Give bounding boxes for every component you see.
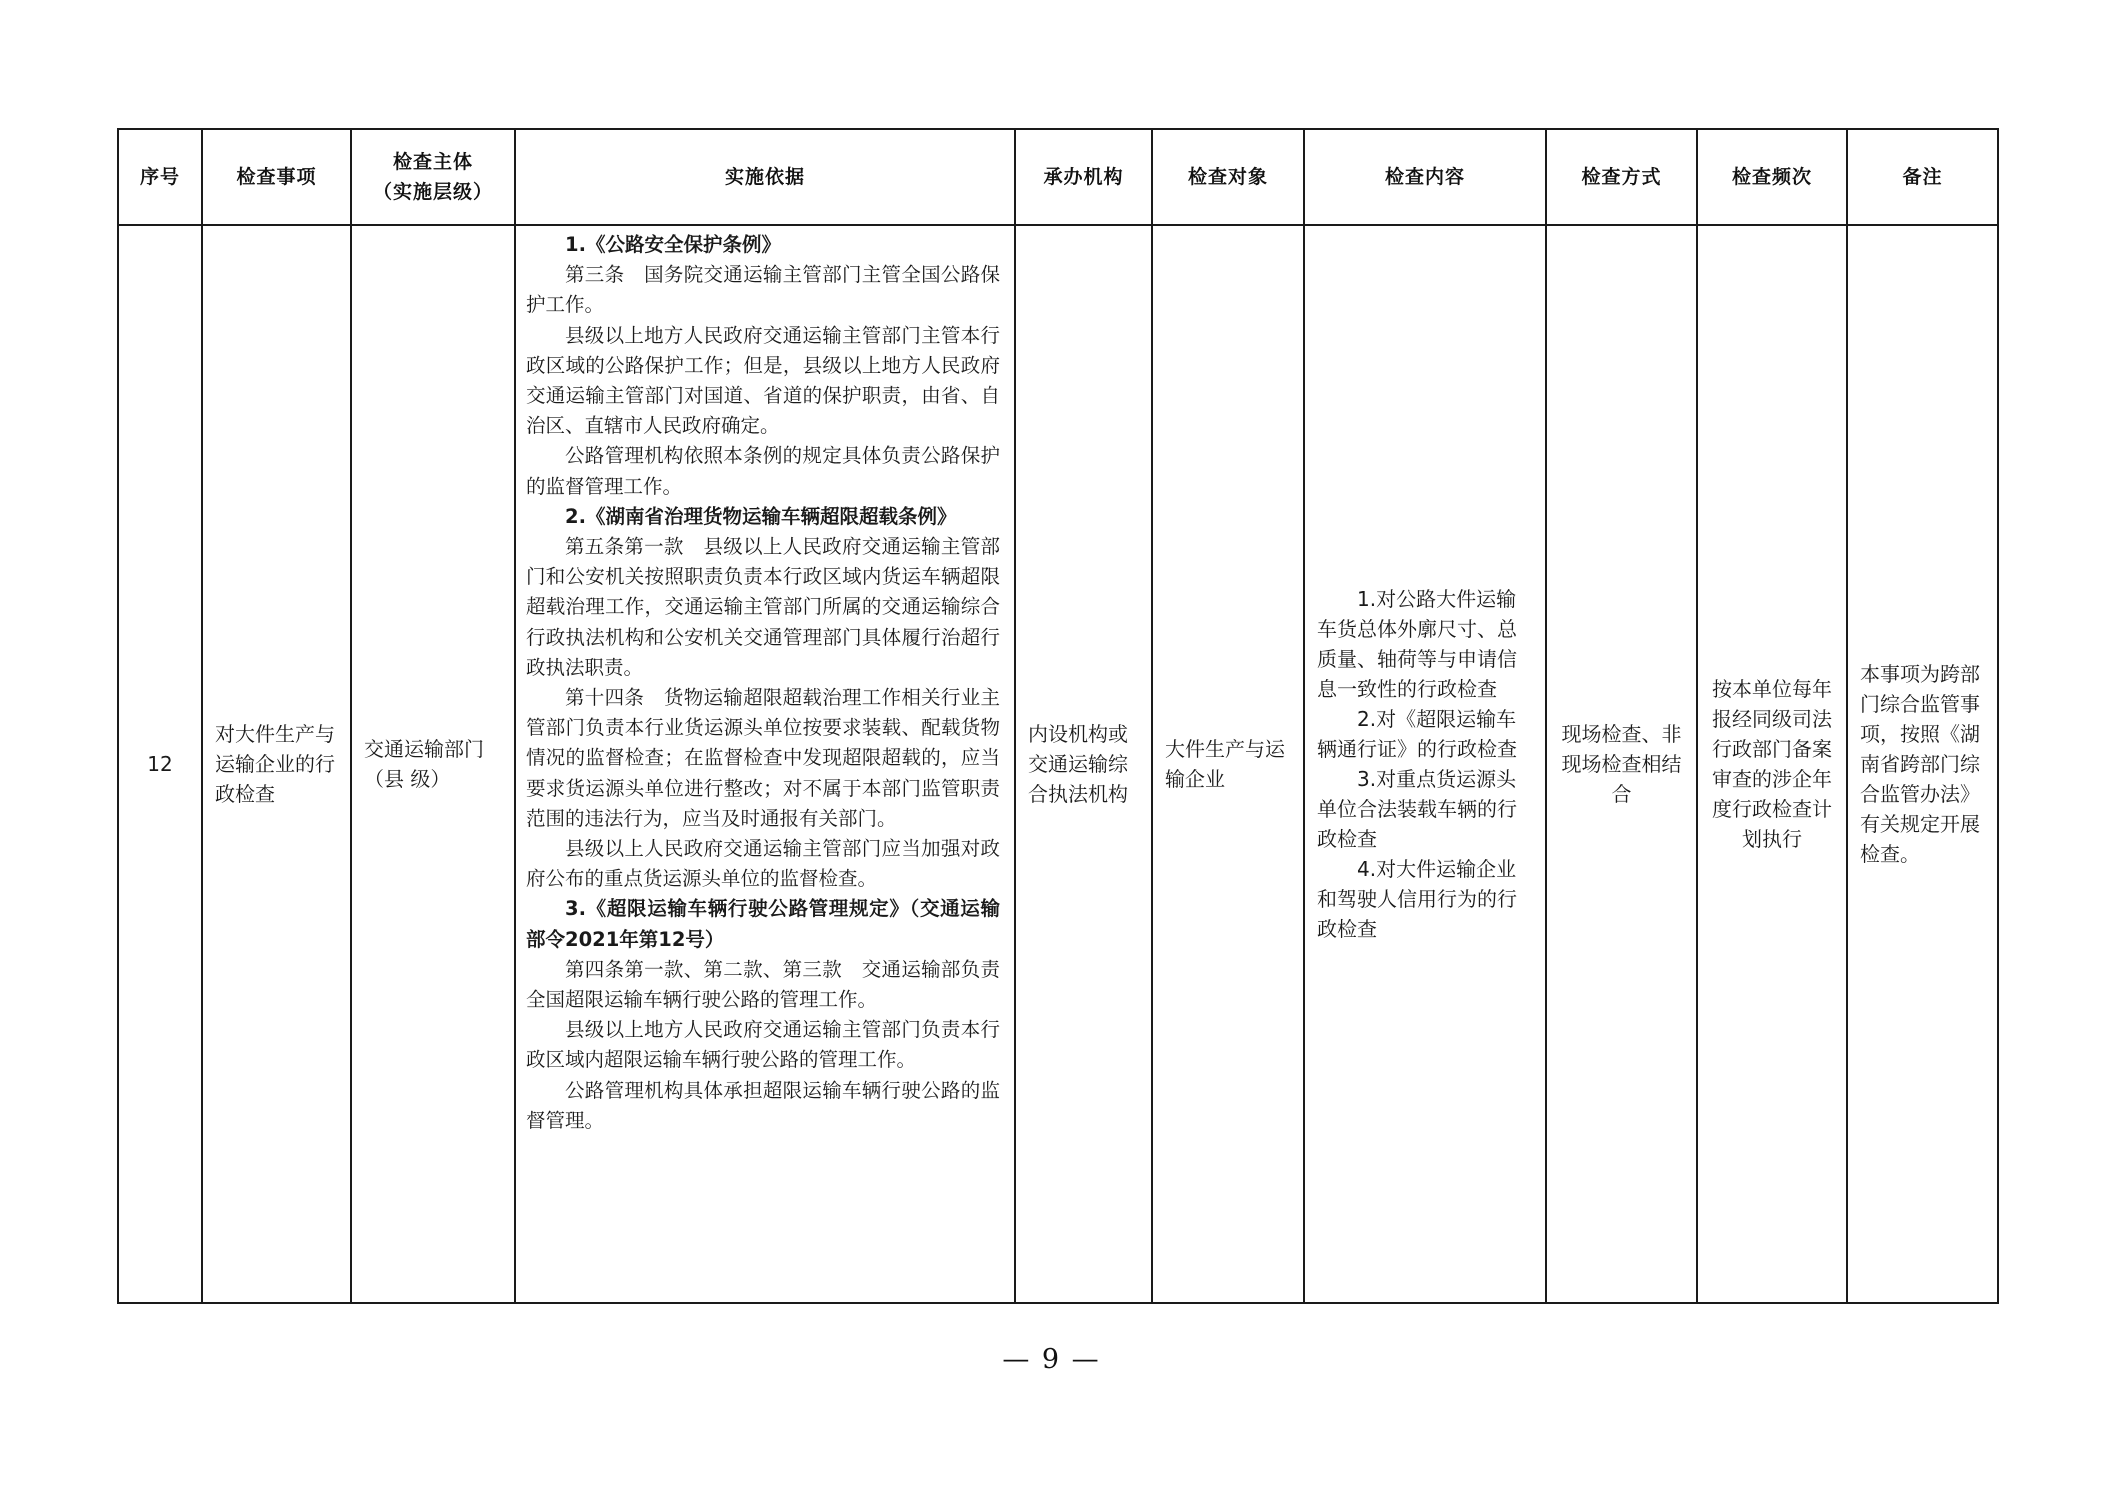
basis-paragraph: 县级以上人民政府交通运输主管部门应当加强对政府公布的重点货运源头单位的监督检查。 <box>526 837 1000 891</box>
header-method: 检查方式 <box>1546 129 1697 225</box>
header-subject-line1: 检查主体 <box>392 151 473 173</box>
cell-subject: 交通运输部门（县 级） <box>351 225 515 1303</box>
header-item: 检查事项 <box>202 129 351 225</box>
page-number: — 9 — <box>1002 1344 1101 1375</box>
header-remark: 备注 <box>1847 129 1998 225</box>
cell-content <box>1304 225 1546 1303</box>
basis-paragraph: 1.《公路安全保护条例》 <box>565 233 781 256</box>
content-item: 2.对《超限运输车辆通行证》的行政检查 <box>1317 707 1517 761</box>
cell-method: 现场检查、非现场检查相结合 <box>1546 225 1697 1303</box>
basis-paragraph: 县级以上地方人民政府交通运输主管部门负责本行政区域内超限运输车辆行驶公路的管理工作。 <box>526 1018 1000 1072</box>
basis-paragraph: 公路管理机构具体承担超限运输车辆行驶公路的监督管理。 <box>526 1078 1000 1132</box>
content-item: 4.对大件运输企业和驾驶人信用行为的行政检查 <box>1317 857 1517 941</box>
content-item: 1.对公路大件运输车货总体外廓尺寸、总质量、轴荷等与申请信息一致性的行政检查 <box>1317 587 1517 701</box>
basis-paragraph: 第五条第一款 县级以上人民政府交通运输主管部门和公安机关按照职责负责本行政区域内货运车辆超限超载治理工作，交通运输主管部门所属的交通运输综合行政执法机构和公安机关交通管理部门具体履行治超行政执法职责。 <box>526 535 1000 679</box>
header-subject-line2: （实施层级） <box>372 181 493 203</box>
header-basis: 实施依据 <box>515 129 1015 225</box>
table-row <box>118 225 1998 1303</box>
header-object: 检查对象 <box>1152 129 1304 225</box>
header-content: 检查内容 <box>1304 129 1546 225</box>
cell-agency: 内设机构或交通运输综合执法机构 <box>1015 225 1152 1303</box>
basis-paragraph: 公路管理机构依照本条例的规定具体负责公路保护的监督管理工作。 <box>526 444 1000 498</box>
header-no: 序号 <box>118 129 202 225</box>
inspection-table <box>117 128 1999 1304</box>
header-frequency: 检查频次 <box>1697 129 1847 225</box>
basis-paragraph: 第十四条 货物运输超限超载治理工作相关行业主管部门负责本行业货运源头单位按要求装载、配载货物情况的监督检查；在监督检查中发现超限超载的，应当要求货运源头单位进行整改；对不属于本部门监管职责范围的违法行为，应当及时通报有关部门。 <box>526 686 1000 830</box>
basis-paragraph: 第三条 国务院交通运输主管部门主管全国公路保护工作。 <box>526 263 1000 317</box>
cell-no: 12 <box>118 225 202 1303</box>
header-subject <box>351 129 515 225</box>
table-header-row <box>118 129 1998 225</box>
cell-remark: 本事项为跨部门综合监管事项，按照《湖南省跨部门综合监管办法》有关规定开展检查。 <box>1847 225 1998 1303</box>
cell-basis <box>515 225 1015 1303</box>
basis-paragraph: 县级以上地方人民政府交通运输主管部门主管本行政区域的公路保护工作；但是，县级以上地方人民政府交通运输主管部门对国道、省道的保护职责，由省、自治区、直辖市人民政府确定。 <box>526 323 1000 438</box>
cell-item: 对大件生产与运输企业的行政检查 <box>202 225 351 1303</box>
cell-object: 大件生产与运输企业 <box>1152 225 1304 1303</box>
basis-paragraph: 3.《超限运输车辆行驶公路管理规定》（交通运输部令2021年第12号） <box>526 897 1000 951</box>
basis-paragraph: 第四条第一款、第二款、第三款 交通运输部负责全国超限运输车辆行驶公路的管理工作。 <box>526 957 1000 1012</box>
basis-paragraph: 2.《湖南省治理货物运输车辆超限超载条例》 <box>565 504 957 528</box>
cell-frequency: 按本单位每年报经同级司法行政部门备案审查的涉企年度行政检查计划执行 <box>1697 225 1847 1303</box>
header-agency: 承办机构 <box>1015 129 1152 225</box>
content-item: 3.对重点货运源头单位合法装载车辆的行政检查 <box>1317 767 1517 851</box>
